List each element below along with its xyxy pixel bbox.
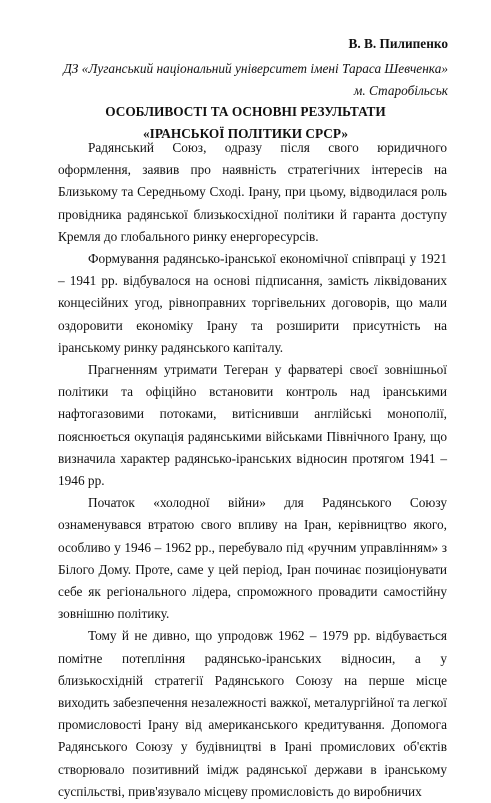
- paragraph: Радянський Союз, одразу після свого юридичного оформлення, заявив про наявність стратегічних інтересів на Близькому та Середньому Сході. Ірану, при цьому, відводилася роль провідника радянської близькосхідної політики й гаранта доступу Кремля до глобального ринку енергоресурсів.: [58, 140, 447, 244]
- affiliation-institution: ДЗ «Луганський національний університет імені Тараса Шевченка»: [63, 61, 448, 76]
- title-line-2: «ІРАНСЬКОЇ ПОЛІТИКИ СРСР»: [143, 126, 348, 141]
- title-line-1: ОСОБЛИВОСТІ ТА ОСНОВНІ РЕЗУЛЬТАТИ: [105, 104, 386, 119]
- author-affiliation: [28, 58, 448, 102]
- paragraph: Тому й не дивно, що упродовж 1962 – 1979 рр. відбувається помітне потепління радянсько-іранських відносин, а у близькосхідній стратегії Радянського Союзу на перше місце виходить забезпечення незалежності важкої, металургійної та легкої промисловості Ірану від американського кредитування. Допомога Радянського Союзу у будівництві в Ірані промислових об'єктів створювало позитивний імідж радянської держави в іранському суспільстві, прив'язувало місцеву промисловість до виробничих: [58, 628, 447, 799]
- paragraph: Формування радянсько-іранської економічної співпраці у 1921 – 1941 рр. відбувалося на основі підписання, замість ліквідованих концесійних угод, рівноправних торгівельних договорів, що мали оздоровити економіку Ірану та розширити присутність на іранському ринку радянського капіталу.: [58, 251, 447, 355]
- paragraph: Прагненням утримати Тегеран у фарватері своєї зовнішньої політики та офіційно встановити контроль над іранськими нафтогазовими потоками, витіснивши англійські монополії, пояснюється окупація радянськими військами Північного Ірану, що визначила характер радянсько-іранських відносин протягом 1941 – 1946 рр.: [58, 362, 447, 489]
- article-body: [58, 137, 447, 803]
- author-name: В. В. Пилипенко: [348, 36, 448, 51]
- paragraph: Початок «холодної війни» для Радянського Союзу ознаменувався втратою свого впливу на Іран, керівництво якого, особливо у 1946 – 1962 рр., перебувало під «ручним управлінням» з Білого Дому. Проте, саме у цей період, Іран починає позиціонувати себе як регіонального лідера, спроможного провадити самостійну зовнішню політику.: [58, 495, 447, 622]
- affiliation-city: м. Старобільськ: [353, 83, 448, 98]
